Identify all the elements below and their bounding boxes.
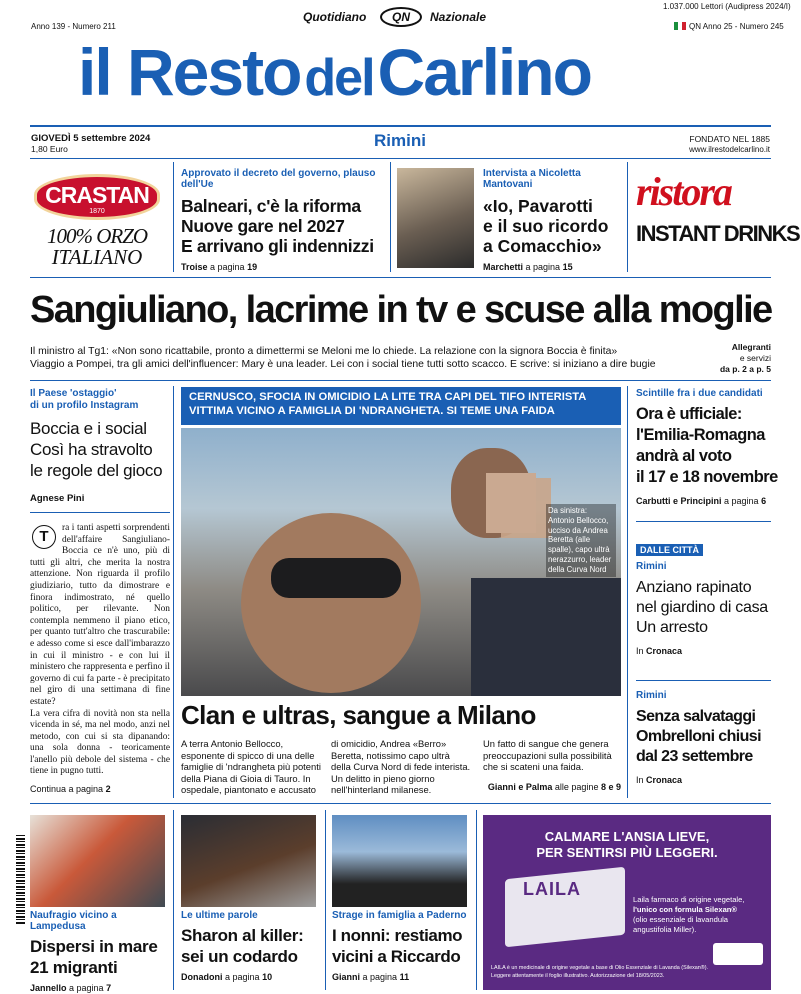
umbrellas-ref: In [636,775,644,785]
photo-caption: Da sinistra: Antonio Bellocco, ucciso da Andrea Beretta (alle spalle), capo ultrà nerazzurro, leader della Curva Nord [546,504,616,577]
divider-b1 [173,810,174,990]
election-kicker: Scintille fra i due candidati [636,388,763,399]
barcode-icon [16,835,25,925]
newspaper-title [78,32,591,112]
balneari-ref: a pagina [210,262,245,272]
laila-text2: l'unico con formula Silexan® [633,905,738,914]
lampedusa-page: 7 [106,983,112,993]
divider-b3 [476,810,477,990]
ristora-logo: ristora [636,169,731,214]
robbery-line2: nel giardino di casa [636,599,768,616]
photo-blur-2 [486,473,536,533]
qn-right-label: Nazionale [430,10,487,24]
election-line4: il 17 e 18 novembre [636,468,778,486]
robbery-section: Cronaca [646,646,683,656]
pavarotti-photo [397,168,474,268]
rule-right-2 [636,680,771,681]
ultras-authors: Gianni e Palma [487,782,553,792]
umbrellas-line3: dal 23 settembre [636,748,753,765]
title-part-c: Carlino [377,35,591,109]
laila-footnote [491,965,709,980]
lead-ref-author: Allegranti [731,342,771,352]
paderno-line2: vicini a Riccardo [332,947,461,966]
election-authors: Carbutti e Principini [636,496,722,506]
ultras-col3: Un fatto di sangue che genera preoccupazioni sulla possibilità che si scateni una faida. [483,738,612,773]
sharon-line2: sei un codardo [181,947,298,966]
rimini-robbery-teaser[interactable] [636,561,772,656]
editorial-text: ra i tanti aspetti sorprendenti dell'affaire Sangiuliano-Boccia ce n'è uno, più di tutti gli altri, che merita la nostra attenzione. Non riguarda il profilo giudiziario, tutto da dimostrare e finora indimostrato, né quello politico, per rilevante. Non contempla nemmeno il piano etico, per quanto tutt'altro che trascurabile: e adesso come si esce dall'imbarazzo in cui il ministro - e con lui il ministero che rappresenta e perfino il governo di cui fa parte - è precipitato nel giro di una settimana di fine estate? [30,523,170,707]
crastan-ad[interactable] [30,170,164,270]
laila-logo-icon [713,943,763,965]
pavarotti-author: Marchetti [483,262,524,272]
readership: 1.037.000 Lettori (Audipress 2024/I) [663,2,791,11]
editorial-column[interactable] [30,388,170,794]
divider-left [173,386,174,798]
ristora-line: INSTANT DRINKS [636,221,800,246]
balneari-line1: Balneari, c'è la riforma [181,196,361,216]
paderno-ref: a pagina [362,972,398,982]
issue-price: 1,80 Euro [31,144,68,154]
lampedusa-photo [30,815,165,907]
sharon-ref: a pagina [225,972,260,982]
pavarotti-ref: a pagina [525,262,561,272]
pavarotti-page: 15 [562,262,573,272]
balneari-kicker: Approvato il decreto del governo, plauso dell'Ue [181,168,376,190]
ultras-ref: alle pagine [554,782,599,792]
masthead-rule-top [30,125,771,127]
title-part-b: del [304,49,374,107]
ultras-col1: A terra Antonio Bellocco, esponente di spicco di una delle famiglie di 'ndrangheta più potenti della Piana di Gioia di Tauro. In ospedale, piantonato e accusato [181,738,321,796]
robbery-line3: Un arresto [636,619,708,636]
ristora-ad[interactable] [636,169,800,270]
umbrellas-section: Cronaca [646,775,683,785]
umbrellas-kicker: Rimini [636,690,667,701]
laila-text3: (olio essenziale di lavandula [633,915,728,924]
rule-lead [30,380,771,381]
lampedusa-teaser[interactable] [30,910,170,993]
rule-top-strip [30,277,771,278]
lampedusa-author: Jannello [30,983,67,993]
city-news-tag: DALLE CITTÀ [636,544,703,556]
editorial-line3: le regole del gioco [30,461,163,480]
website: www.ilrestodelcarlino.it [689,145,770,154]
qn-left-label: Quotidiano [303,10,367,24]
divider-v2 [390,162,391,272]
umbrellas-line1: Senza salvataggi [636,708,756,725]
balneari-teaser[interactable] [181,168,391,272]
italy-flag-icon [674,22,686,30]
crastan-logo: CRASTAN [45,182,149,208]
dropcap: T [32,525,56,549]
paderno-photo [332,815,467,907]
crastan-line1: 100% ORZO [46,224,148,248]
ultras-col2: di omicidio, Andrea «Berro» Beretta, notissimo capo ultrà della Curva Nord di fede interista. Un delitto in pieno giorno nell'hinterland milanese. [331,738,471,796]
lead-sub2: Viaggio a Pompei, tra gli amici dell'influencer: Mary è una leader. Lei con i social tiene tutti sotto scacco. E scrive: si iniziano a dire bugie [30,359,656,370]
sharon-photo [181,815,316,907]
founded-label: FONDATO NEL 1885 [689,134,770,144]
rule-right-1 [636,521,771,522]
editorial-cont-page: 2 [105,784,111,795]
photo-face-left [241,513,421,693]
issue-number-right: QN Anno 25 - Numero 245 [689,22,784,31]
lead-ref-services: e servizi [739,353,771,363]
laila-foot2: Leggere attentamente il foglio illustrativo. Autorizzazione del 18/05/2023. [491,972,665,979]
paderno-author: Gianni [332,972,361,982]
umbrellas-line2: Ombrelloni chiusi [636,728,761,745]
laila-brand: LAILA [523,879,581,899]
photo-sunglasses [271,558,401,598]
editorial-author: Agnese Pini [30,493,85,504]
rule-bottom [30,803,771,804]
crastan-year: 1870 [89,208,105,215]
election-line1: Ora è ufficiale: [636,405,742,423]
balneari-author: Troise [181,262,208,272]
sharon-kicker: Le ultime parole [181,910,258,921]
photo-shirt [471,578,621,696]
divider-b2 [325,810,326,990]
editorial-text2: La vera cifra di novità non sta nella vicenda in sé, ma nel modo, anzi nel metodo, con cui si sta dipanando: una sola donna - teoricamente l'anello più debole del sistema - che tiene in pugno tutti. [30,708,170,777]
pavarotti-kicker: Intervista a Nicoletta Mantovani [483,168,581,190]
lead-ref [700,342,771,375]
ultras-banner-line2: VITTIMA VICINO A FAMIGLIA DI 'NDRANGHETA. SI TEME UNA FAIDA [189,405,555,417]
pavarotti-line3: a Comacchio» [483,236,602,256]
laila-text1: Laila farmaco di origine vegetale, [633,895,745,904]
robbery-ref: In [636,646,644,656]
ultras-banner-line1: CERNUSCO, SFOCIA IN OMICIDIO LA LITE TRA CAPI DEL TIFO INTERISTA [189,391,587,403]
edition-name: Rimini [374,131,426,150]
paderno-page: 11 [399,972,410,982]
lampedusa-ref: a pagina [69,983,104,993]
laila-text [633,895,767,935]
paderno-line1: I nonni: restiamo [332,926,463,945]
election-teaser[interactable] [636,388,778,506]
ultras-pages: 8 e 9 [600,782,621,792]
sharon-page: 10 [262,972,273,982]
ultras-headline[interactable]: Clan e ultras, sangue a Milano [181,700,536,730]
laila-head2: PER SENTIRSI PIÙ LEGGERI. [536,845,718,860]
ultras-banner [181,387,621,425]
crastan-line2: ITALIANO [51,245,143,269]
lead-subtitle [30,345,710,371]
editorial-rule [30,512,170,513]
divider-v3 [627,162,628,272]
rimini-umbrellas-teaser[interactable] [636,690,772,785]
issue-number-left: Anno 139 - Numero 211 [31,22,116,31]
divider-v1 [173,162,174,272]
paderno-kicker: Strage in famiglia a Paderno [332,910,467,921]
sharon-line1: Sharon al killer: [181,926,304,945]
laila-ad[interactable] [483,815,771,990]
lead-sub1: Il ministro al Tg1: «Non sono ricattabile, pronto a dimettermi se Meloni me lo chiede. La relazione con la signora Boccia è finita» [30,346,618,357]
balneari-line3: E arrivano gli indennizzi [181,236,374,256]
pavarotti-teaser[interactable] [483,168,623,272]
editorial-line1: Boccia e i social [30,419,147,438]
title-part-a: il Resto [78,35,301,109]
issue-date: GIOVEDÌ 5 settembre 2024 [31,133,151,144]
robbery-kicker: Rimini [636,561,667,572]
balneari-page: 19 [247,262,258,272]
lampedusa-line1: Dispersi in mare [30,937,158,956]
editorial-cont: Continua a pagina [30,784,104,795]
election-line3: andrà al voto [636,447,732,465]
pavarotti-line2: e il suo ricordo [483,216,609,236]
laila-text4: angustifolia Miller). [633,925,697,934]
laila-foot1: LAILA è un medicinale di origine vegetale a base di Olio Essenziale di Lavanda (Silexan®). [491,965,709,971]
robbery-line1: Anziano rapinato [636,579,752,596]
masthead-rule-bottom [30,158,771,159]
paderno-teaser[interactable] [332,910,477,982]
ultras-body [181,738,621,794]
election-line2: l'Emilia-Romagna [636,426,765,444]
lead-ref-pages: da p. 2 a p. 5 [719,364,771,374]
sharon-author: Donadoni [181,972,223,982]
editorial-line2: Così ha stravolto [30,440,153,459]
lead-headline[interactable]: Sangiuliano, lacrime in tv e scuse alla moglie [30,289,772,331]
lampedusa-kicker: Naufragio vicino a Lampedusa [30,910,117,932]
balneari-line2: Nuove gare nel 2027 [181,216,345,236]
election-page: 6 [761,496,767,506]
lampedusa-line2: 21 migranti [30,958,118,977]
editorial-kicker1: Il Paese 'ostaggio' [30,388,117,399]
qn-logo: QN [380,7,422,27]
laila-head1: CALMARE L'ANSIA LIEVE, [544,829,710,844]
election-ref: a pagina [724,496,759,506]
sharon-teaser[interactable] [181,910,326,982]
pavarotti-line1: «Io, Pavarotti [483,196,593,216]
divider-right [627,386,628,798]
editorial-kicker2: di un profilo Instagram [30,400,139,411]
